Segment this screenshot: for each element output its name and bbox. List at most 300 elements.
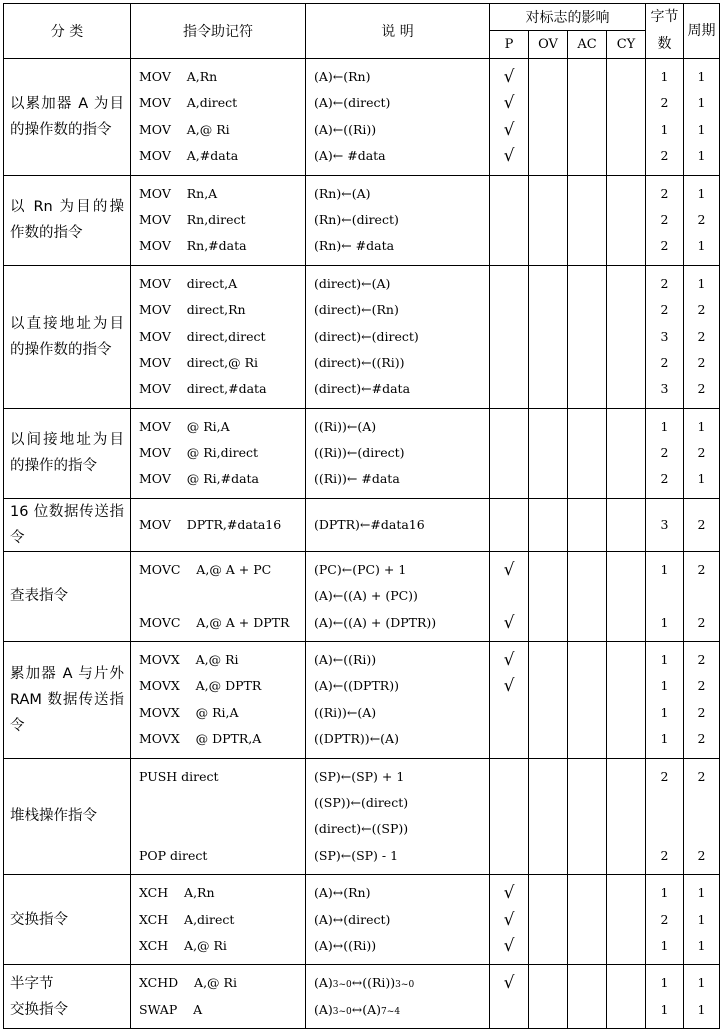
flag-p-mark: √ [503,93,515,114]
bytes-value: 1 [660,69,669,84]
bytes-value: 1 [660,678,669,694]
description-text: (A)←((Ri)) [314,121,377,137]
bytes-value: 2 [660,847,669,863]
flag-ov-column [529,758,568,875]
description-part: (A) [314,1001,333,1017]
bytes-column [646,875,684,965]
mnemonic-text: MOV direct,Rn [139,302,246,318]
flag-ov-mark [529,610,567,636]
bytes-value: 2 [660,445,669,461]
bytes-column [646,498,684,551]
flag-ac-mark [568,512,606,538]
mnemonic-text: MOVX @ DPTR,A [139,731,262,747]
flag-cy-column [607,265,646,408]
flag-cy-column [607,642,646,759]
flag-p-column [490,175,529,265]
cycles-value: 1 [697,238,706,254]
bytes-value: 2 [660,95,669,111]
flag-p-mark [490,466,528,492]
flag-ac-mark [568,297,606,323]
description-text: (direct)←((SP)) [314,821,409,837]
description-text: ((Ri))←(A) [314,704,377,720]
flag-ac-mark [568,610,606,636]
description-text: (direct)←(direct) [314,328,419,344]
flag-ac-mark [568,907,606,933]
bytes-value: 2 [660,148,669,164]
cycles-column [684,551,720,641]
flag-p-column [490,408,529,498]
mnemonic-text: MOV A,direct [139,95,238,111]
category-cell: 以间接地址为目的操作的指令 [4,408,131,498]
flag-ac-mark [568,181,606,207]
cycles-column [684,265,720,408]
description-column [306,965,490,1029]
flag-p-column [490,758,529,875]
description-text [306,997,489,1023]
header-description: 说 明 [306,4,490,59]
flag-p-mark [490,997,528,1023]
cycles-value: 2 [697,652,706,668]
flag-cy-column [607,175,646,265]
flag-p-mark: √ [503,909,515,930]
mnemonic-text: MOV Rn,#data [139,238,247,254]
flag-p-mark: √ [503,883,515,904]
flag-ov-mark [529,726,567,752]
flag-p-mark [490,233,528,259]
cycles-column [684,965,720,1029]
bytes-value: 1 [660,731,669,747]
cycles-column [684,642,720,759]
cycles-column [684,59,720,176]
header-cycles: 周期 [684,4,720,59]
bytes-value: 1 [660,1001,669,1017]
flag-ov-mark [529,117,567,143]
description-part: (A) [314,975,333,991]
bytes-column [646,965,684,1029]
bytes-value: 1 [660,561,669,577]
flag-cy-mark [607,610,645,636]
header-flags-group: 对标志的影响 [490,4,646,31]
mnemonic-text: XCHD A,@ Ri [139,975,237,991]
flag-ov-mark [529,673,567,699]
header-flag-p: P [490,31,529,59]
mnemonic-column [131,498,306,551]
flag-ov-mark [529,512,567,538]
bytes-column [646,408,684,498]
description-text: (A)←((Ri)) [314,652,377,668]
flag-cy-mark [607,933,645,959]
flag-ac-mark [568,557,606,583]
flag-cy-mark [607,907,645,933]
description-text: (A)↔(direct) [314,911,391,927]
description-text: (direct)←(Rn) [314,302,399,318]
flag-ov-mark [529,907,567,933]
mnemonic-text: XCH A,Rn [139,885,215,901]
flag-ac-mark [568,90,606,116]
bytes-value: 2 [660,768,669,784]
group-row [4,642,720,759]
description-column [306,875,490,965]
flag-cy-mark [607,700,645,726]
flag-ac-mark [568,233,606,259]
flag-p-mark [490,816,528,842]
mnemonic-column [131,758,306,875]
description-text: ((Ri))←(direct) [314,445,405,461]
cycles-value: 1 [697,911,706,927]
flag-p-mark [490,297,528,323]
cycles-value: 2 [697,211,706,227]
flag-cy-mark [607,414,645,440]
description-text: (SP)←(SP) + 1 [314,768,405,784]
flag-ov-column [529,408,568,498]
flag-cy-mark [607,726,645,752]
category-cell: 堆栈操作指令 [4,758,131,875]
bytes-value: 2 [660,211,669,227]
cycles-value: 1 [697,937,706,953]
flag-ac-mark [568,933,606,959]
description-text [306,970,489,996]
flag-ov-mark [529,324,567,350]
flag-ov-column [529,875,568,965]
flag-ov-mark [529,376,567,402]
flag-ov-mark [529,933,567,959]
flag-cy-mark [607,583,645,609]
cycles-value: 2 [697,516,706,532]
bytes-value: 1 [660,937,669,953]
category-cell: 累加器 A 与片外 RAM 数据传送指令 [4,642,131,759]
mnemonic-text: XCH A,direct [139,911,235,927]
cycles-value: 1 [697,69,706,84]
flag-cy-mark [607,207,645,233]
cycles-column [684,758,720,875]
description-column [306,175,490,265]
flag-p-mark [490,790,528,816]
flag-p-mark [490,726,528,752]
bytes-value: 1 [660,121,669,137]
cycles-column [684,498,720,551]
description-text: (A)←(Rn) [314,69,371,84]
bit-range-subscript: 3~0 [395,980,415,991]
flag-cy-mark [607,271,645,297]
flag-p-mark: √ [503,559,515,580]
flag-ac-mark [568,764,606,790]
cycles-value: 1 [697,418,706,434]
cycles-value: 1 [697,885,706,901]
flag-ov-mark [529,181,567,207]
flag-ov-mark [529,271,567,297]
flag-p-mark [490,181,528,207]
header-flag-ac: AC [568,31,607,59]
description-column [306,265,490,408]
flag-ov-column [529,551,568,641]
flag-ac-mark [568,673,606,699]
mnemonic-text: XCH A,@ Ri [139,937,227,953]
category-cell: 半字节 交换指令 [4,965,131,1029]
category-cell: 查表指令 [4,551,131,641]
flag-p-column [490,498,529,551]
flag-ac-column [568,498,607,551]
flag-ac-mark [568,271,606,297]
bytes-value: 2 [660,911,669,927]
mnemonic-text: MOVX @ Ri,A [139,704,239,720]
mnemonic-text: MOV @ Ri,A [139,418,230,434]
flag-p-mark [490,207,528,233]
flag-p-column [490,875,529,965]
flag-ov-mark [529,700,567,726]
cycles-value: 1 [697,121,706,137]
description-column [306,408,490,498]
bit-range-subscript: 3~0 [332,980,352,991]
flag-p-mark [490,414,528,440]
flag-p-mark [490,764,528,790]
flag-cy-mark [607,970,645,996]
flag-ac-mark [568,816,606,842]
bytes-column [646,265,684,408]
cycles-value [684,790,719,816]
flag-ov-mark [529,843,567,869]
flag-ac-mark [568,583,606,609]
flag-ov-mark [529,297,567,323]
flag-p-mark: √ [503,650,515,671]
cycles-value: 1 [697,975,706,991]
mnemonic-text: SWAP A [139,1001,203,1017]
bytes-value: 2 [660,185,669,201]
header-flag-ov: OV [529,31,568,59]
bytes-column [646,642,684,759]
mnemonic-text: MOV A,#data [139,148,239,164]
cycles-value: 1 [697,275,706,291]
flag-cy-mark [607,324,645,350]
description-text: (A)↔(Rn) [314,885,371,901]
flag-cy-mark [607,297,645,323]
flag-cy-mark [607,143,645,169]
group-row [4,551,720,641]
bytes-value: 1 [660,614,669,630]
flag-ov-mark [529,557,567,583]
flag-p-column [490,551,529,641]
cycles-value: 2 [697,731,706,747]
flag-ov-column [529,175,568,265]
flag-ov-mark [529,583,567,609]
bytes-value: 2 [660,275,669,291]
flag-cy-mark [607,440,645,466]
flag-ac-mark [568,726,606,752]
flag-ac-mark [568,117,606,143]
description-text: ((DPTR))←(A) [314,731,399,747]
flag-p-mark: √ [503,67,515,87]
category-cell: 交换指令 [4,875,131,965]
mnemonic-text [131,790,305,816]
mnemonic-text: MOVX A,@ DPTR [139,678,262,694]
mnemonic-column [131,408,306,498]
flag-cy-mark [607,376,645,402]
bytes-value: 2 [660,238,669,254]
flag-cy-column [607,965,646,1029]
cycles-value: 1 [697,471,706,487]
mnemonic-text: MOVX A,@ Ri [139,652,239,668]
description-text: (Rn)←(A) [314,185,371,201]
flag-cy-column [607,59,646,176]
category-cell: 以 Rn 为目的操作数的指令 [4,175,131,265]
header-flag-cy: CY [607,31,646,59]
flag-p-mark: √ [503,612,515,633]
flag-ov-column [529,965,568,1029]
group-row [4,59,720,176]
flag-ac-mark [568,880,606,906]
bytes-value: 3 [660,516,669,532]
group-row [4,265,720,408]
flag-ov-column [529,498,568,551]
header-bytes: 字节数 [646,4,684,59]
description-text: (A)←((A) + (PC)) [314,588,418,604]
bytes-value [646,790,683,816]
flag-p-column [490,59,529,176]
flag-ac-column [568,175,607,265]
bit-range-subscript: 3~0 [332,1006,352,1017]
flag-ac-mark [568,64,606,90]
flag-cy-mark [607,350,645,376]
mnemonic-text: MOVC A,@ A + DPTR [139,614,290,630]
flag-ov-mark [529,764,567,790]
description-text: (A)←((A) + (DPTR)) [314,614,437,630]
group-row [4,875,720,965]
mnemonic-column [131,265,306,408]
flag-p-mark: √ [503,119,515,140]
description-text: (PC)←(PC) + 1 [314,561,407,577]
flag-ac-mark [568,466,606,492]
flag-p-mark: √ [503,146,515,167]
bytes-value: 3 [660,328,669,344]
flag-cy-mark [607,647,645,673]
bytes-value [646,816,683,842]
flag-ac-mark [568,440,606,466]
flag-ac-mark [568,997,606,1023]
flag-p-mark [490,324,528,350]
category-cell: 以直接地址为目的操作数的指令 [4,265,131,408]
flag-p-mark [490,271,528,297]
flag-cy-column [607,758,646,875]
bytes-column [646,551,684,641]
description-text: (direct)←(A) [314,275,391,291]
mnemonic-text: MOVC A,@ A + PC [139,561,272,577]
description-column [306,642,490,759]
flag-ov-mark [529,466,567,492]
bytes-value: 1 [660,704,669,720]
flag-ac-column [568,965,607,1029]
cycles-value: 1 [697,95,706,111]
bytes-value [646,583,683,609]
mnemonic-text: MOV DPTR,#data16 [139,516,282,532]
flag-ov-mark [529,970,567,996]
flag-ac-column [568,59,607,176]
flag-cy-mark [607,181,645,207]
description-text: (A)← #data [314,148,386,164]
group-row [4,408,720,498]
description-text: ((Ri))← #data [314,471,400,487]
flag-p-column [490,265,529,408]
flag-p-mark [490,843,528,869]
mnemonic-text: MOV direct,A [139,275,238,291]
bytes-value: 1 [660,975,669,991]
flag-cy-mark [607,880,645,906]
flag-p-mark [490,512,528,538]
bytes-column [646,175,684,265]
mnemonic-text [131,583,305,609]
cycles-value: 2 [697,704,706,720]
cycles-column [684,175,720,265]
flag-ov-column [529,642,568,759]
flag-ov-mark [529,647,567,673]
group-row [4,498,720,551]
flag-cy-column [607,408,646,498]
flag-ac-mark [568,843,606,869]
cycles-value: 2 [697,445,706,461]
flag-ac-column [568,408,607,498]
description-text: (direct)←#data [314,381,411,397]
cycles-value: 1 [697,148,706,164]
flag-p-mark [490,700,528,726]
flag-cy-mark [607,764,645,790]
flag-ac-mark [568,700,606,726]
cycles-value: 1 [697,1001,706,1017]
flag-ac-mark [568,376,606,402]
flag-ac-mark [568,647,606,673]
mnemonic-text: MOV A,Rn [139,69,218,84]
mnemonic-text: MOV @ Ri,direct [139,445,259,461]
flag-cy-mark [607,64,645,90]
description-text: (A)↔((Ri)) [314,937,377,953]
flag-p-mark [490,376,528,402]
flag-p-mark [490,350,528,376]
group-row [4,965,720,1029]
flag-ov-mark [529,64,567,90]
flag-ov-mark [529,233,567,259]
flag-p-mark [490,440,528,466]
bit-range-subscript: 7~4 [381,1006,401,1017]
flag-cy-mark [607,997,645,1023]
mnemonic-text: MOV Rn,direct [139,211,246,227]
cycles-value [684,583,719,609]
mnemonic-text: PUSH direct [139,768,219,784]
description-text: (SP)←(SP) - 1 [314,847,399,863]
flag-cy-mark [607,790,645,816]
mnemonic-column [131,551,306,641]
flag-p-mark: √ [503,973,515,994]
flag-cy-mark [607,233,645,259]
description-text: (A)←(direct) [314,95,391,111]
flag-ac-column [568,551,607,641]
cycles-value: 2 [697,561,706,577]
flag-p-mark: √ [503,676,515,697]
flag-ac-column [568,642,607,759]
cycles-value: 1 [697,185,706,201]
description-text: (A)←((DPTR)) [314,678,399,694]
category-cell: 16 位数据传送指令 [4,498,131,551]
description-text: (Rn)←(direct) [314,211,399,227]
flag-cy-mark [607,557,645,583]
mnemonic-text: MOV direct,direct [139,328,266,344]
flag-cy-mark [607,512,645,538]
description-part: ↔((Ri)) [351,975,396,991]
bytes-column [646,59,684,176]
mnemonic-column [131,965,306,1029]
description-text: (direct)←((Ri)) [314,354,405,370]
flag-ov-mark [529,790,567,816]
description-text: (DPTR)←#data16 [314,516,425,532]
bytes-value: 3 [660,381,669,397]
flag-cy-mark [607,90,645,116]
flag-ac-mark [568,143,606,169]
